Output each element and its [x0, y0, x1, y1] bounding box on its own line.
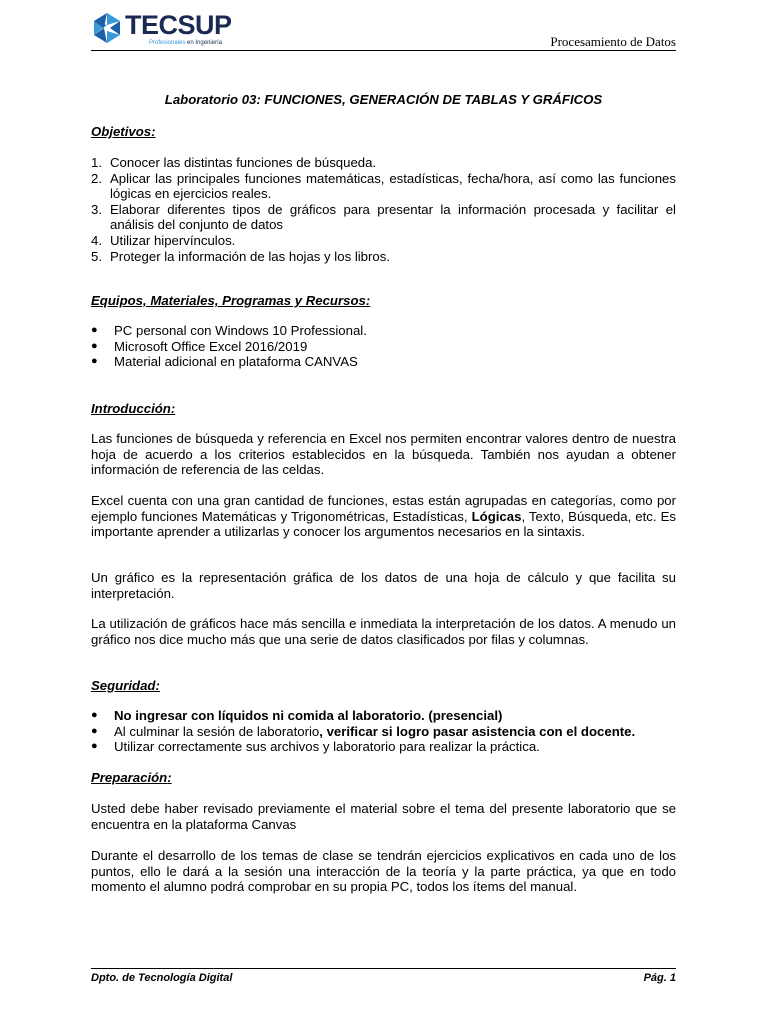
page-title: Laboratorio 03: FUNCIONES, GENERACIÓN DE TABLAS Y GRÁFICOS [164, 92, 603, 107]
page-number: Pág. 1 [643, 972, 676, 984]
list-item: ● Microsoft Office Excel 2016/2019 [91, 338, 308, 354]
bullet-icon: ● [91, 355, 98, 368]
security-heading: Seguridad: [91, 678, 160, 693]
intro-heading: Introducción: [91, 401, 176, 416]
list-item: 1. Conocer las distintas funciones de búsqueda. [91, 155, 377, 170]
tecsup-logo-icon [91, 12, 123, 44]
bullet-icon: ● [91, 324, 98, 336]
bullet-icon: ● [91, 740, 98, 753]
brand-tagline: Profesionales en Ingeniería [149, 40, 223, 46]
preparation-paragraph-1: Usted debe haber revisado previamente el material sobre el tema del presente laboratorio que se encuentra en la plataforma Canvas [91, 801, 676, 832]
list-item: ● Material adicional en plataforma CANVAS [91, 354, 358, 370]
preparation-paragraph-2: Durante el desarrollo de los temas de clase se tendrán ejercicios explicativos en cada uno de los puntos, ello le dará a la sesión una interacción de la teoría y la parte práctica, ya que en todo momento el alumno podrá comprobar en su propia PC, todos los ítems del manual. [91, 848, 676, 895]
intro-paragraph-2: Excel cuenta con una gran cantidad de funciones, estas están agrupadas en categorías, como por ejemplo funciones Matemáticas y Trigonométricas, Estadísticas, Lógicas, Texto, Búsqueda, etc. Es importante aprender a utilizarlas y conocer los argumentos necesarios en la sintaxis. [91, 493, 676, 540]
brand-name: TECSUP [125, 10, 232, 40]
objectives-heading: Objetivos: [91, 124, 156, 139]
security-list [91, 708, 676, 755]
equipment-heading: Equipos, Materiales, Programas y Recursos: [91, 293, 371, 308]
list-item: ● Al culminar la sesión de laboratorio, verificar si logro pasar asistencia con el docente. [91, 723, 636, 739]
bullet-icon: ● [91, 724, 98, 737]
list-item: ● PC personal con Windows 10 Professional. [91, 323, 367, 338]
intro-paragraph-3: Un gráfico es la representación gráfica de los datos de una hoja de cálculo y que facilita su interpretación. [91, 570, 676, 601]
bullet-icon: ● [91, 709, 98, 721]
list-item: ● No ingresar con líquidos ni comida al laboratorio. (presencial) [91, 708, 503, 723]
intro-paragraph-4: La utilización de gráficos hace más sencilla e inmediata la interpretación de los datos. A menudo un gráfico nos dice mucho más que una serie de datos clasificados por filas y columnas. [91, 616, 676, 647]
equipment-list [91, 323, 676, 370]
footer-department: Dpto. de Tecnología Digital [91, 972, 233, 984]
tecsup-logo [91, 12, 231, 50]
list-item: 3. Elaborar diferentes tipos de gráficos para presentar la información procesada y facilitar el análisis del conjunto de datos [91, 201, 676, 233]
page-footer [91, 968, 676, 987]
list-item: 4. Utilizar hipervínculos. [91, 232, 236, 248]
page-header [91, 10, 676, 51]
list-item: 5. Proteger la información de las hojas y los libros. [91, 248, 391, 264]
bullet-icon: ● [91, 339, 98, 352]
list-item: 2. Aplicar las principales funciones matemáticas, estadísticas, fecha/hora, así como las funciones lógicas en ejercicios reales. [91, 170, 676, 202]
intro-paragraph-1: Las funciones de búsqueda y referencia en Excel nos permiten encontrar valores dentro de nuestra hoja de acuerdo a los criterios establecidos en la búsqueda. También nos ayudan a obtener información de referencia de las celdas. [91, 431, 676, 478]
preparation-heading: Preparación: [91, 770, 172, 785]
course-name: Procesamiento de Datos [550, 34, 676, 49]
list-item: ● Utilizar correctamente sus archivos y laboratorio para realizar la práctica. [91, 739, 540, 755]
objectives-list [91, 155, 676, 264]
